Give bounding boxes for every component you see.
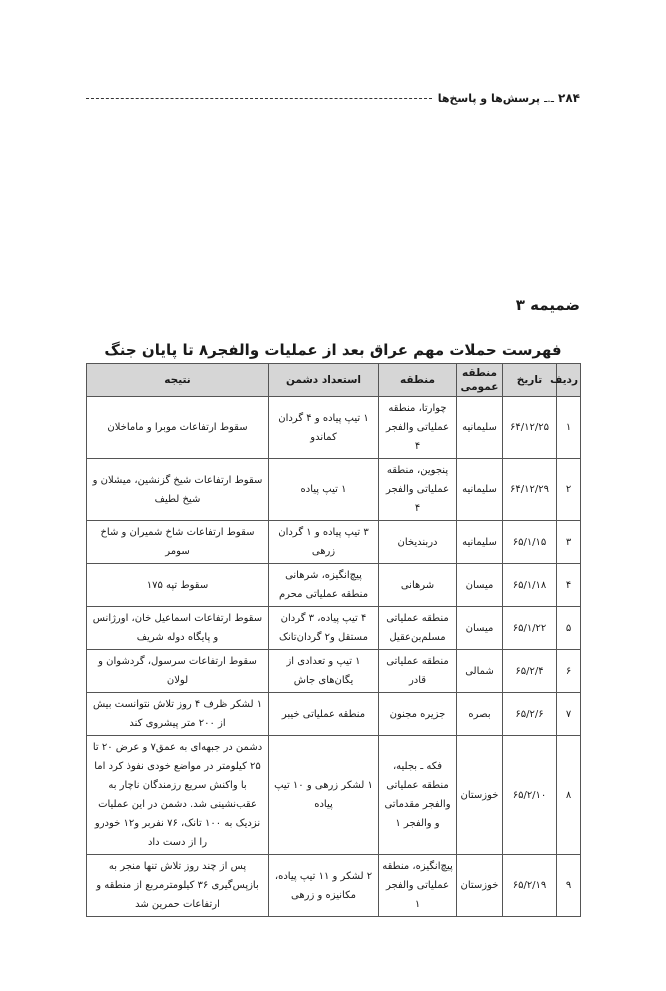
- row-region: شمالی: [457, 650, 503, 693]
- row-area: دربندیخان: [379, 521, 457, 564]
- table-row: [87, 855, 581, 917]
- table-header-row: [87, 364, 581, 397]
- row-result: سقوط ارتفاعات اسماعیل خان، اورژانس و پایگاه دوله شریف: [87, 607, 269, 650]
- row-index: ۳: [557, 521, 581, 564]
- row-index: ۸: [557, 736, 581, 855]
- table-row: [87, 521, 581, 564]
- row-index: ۲: [557, 459, 581, 521]
- row-area: شرهانی: [379, 564, 457, 607]
- row-region: بصره: [457, 693, 503, 736]
- row-enemy: ۱ تیپ و تعدادی از یگان‌های جاش: [269, 650, 379, 693]
- row-area: فکه ـ بجلیه، منطقه عملیاتی والفجر مقدماتی و والفجر ۱: [379, 736, 457, 855]
- row-area: جزیره مجنون: [379, 693, 457, 736]
- row-date: ۶۵/۱/۱۵: [503, 521, 557, 564]
- row-date: ۶۵/۲/۱۹: [503, 855, 557, 917]
- book-title: پرسش‌ها و پاسخ‌ها: [437, 91, 541, 105]
- row-index: ۴: [557, 564, 581, 607]
- table-row: [87, 693, 581, 736]
- row-result: سقوط ارتفاعات موبرا و ماماخلان: [87, 397, 269, 459]
- row-enemy: ۱ تیپ پیاده: [269, 459, 379, 521]
- table-row: [87, 650, 581, 693]
- row-date: ۶۵/۱/۲۲: [503, 607, 557, 650]
- header-region: منطقه عمومی: [457, 364, 503, 397]
- row-result: سقوط ارتفاعات شیخ گزنشین، میشلان و شیخ لطیف: [87, 459, 269, 521]
- row-date: ۶۵/۲/۶: [503, 693, 557, 736]
- row-area: چوارتا، منطقه عملیاتی والفجر ۴: [379, 397, 457, 459]
- page-number: ۲۸۴: [558, 91, 580, 105]
- table-row: [87, 459, 581, 521]
- row-area: پیچ‌انگیزه، منطقه عملیاتی والفجر ۱: [379, 855, 457, 917]
- row-enemy: پیچ‌انگیزه، شرهانی منطقه عملیاتی محرم: [269, 564, 379, 607]
- row-result: پس از چند روز تلاش تنها منجر به بازپس‌گیری ۳۶ کیلومترمربع از منطقه و ارتفاعات حمرین شد: [87, 855, 269, 917]
- row-region: میسان: [457, 564, 503, 607]
- running-header: [86, 88, 580, 108]
- header-date: تاریخ: [503, 364, 557, 397]
- row-area: منطقه عملیاتی قادر: [379, 650, 457, 693]
- row-result: سقوط تپه ۱۷۵: [87, 564, 269, 607]
- appendix-title: ضمیمه ۳: [515, 296, 580, 314]
- row-area: منطقه عملیاتی مسلم‌بن‌عقیل: [379, 607, 457, 650]
- header-rule: [86, 98, 432, 99]
- row-date: ۶۴/۱۲/۲۹: [503, 459, 557, 521]
- row-date: ۶۴/۱۲/۲۵: [503, 397, 557, 459]
- header-enemy: استعداد دشمن: [269, 364, 379, 397]
- row-index: ۹: [557, 855, 581, 917]
- table-row: [87, 397, 581, 459]
- header-index: ردیف: [557, 364, 581, 397]
- row-enemy: ۱ لشکر زرهی و ۱۰ تیپ پیاده: [269, 736, 379, 855]
- row-result: سقوط ارتفاعات سرسول، گردشوان و لولان: [87, 650, 269, 693]
- row-index: ۷: [557, 693, 581, 736]
- row-result: ۱ لشکر ظرف ۴ روز تلاش نتوانست بیش از ۲۰۰ متر پیشروی کند: [87, 693, 269, 736]
- row-result: سقوط ارتفاعات شاخ شمیران و شاخ سومر: [87, 521, 269, 564]
- row-enemy: ۳ تیپ پیاده و ۱ گردان زرهی: [269, 521, 379, 564]
- attacks-table: [86, 363, 581, 917]
- table-row: [87, 607, 581, 650]
- row-enemy: ۲ لشکر و ۱۱ تیپ پیاده، مکانیزه و زرهی: [269, 855, 379, 917]
- row-enemy: منطقه عملیاتی خیبر: [269, 693, 379, 736]
- row-region: سلیمانیه: [457, 459, 503, 521]
- row-region: خوزستان: [457, 736, 503, 855]
- row-region: سلیمانیه: [457, 397, 503, 459]
- table-caption: فهرست حملات مهم عراق بعد از عملیات والفجر۸ تا پایان جنگ: [104, 341, 562, 359]
- row-date: ۶۵/۱/۱۸: [503, 564, 557, 607]
- row-index: ۵: [557, 607, 581, 650]
- row-region: خوزستان: [457, 855, 503, 917]
- row-area: پنجوین، منطقه عملیاتی والفجر ۴: [379, 459, 457, 521]
- row-region: میسان: [457, 607, 503, 650]
- row-date: ۶۵/۲/۴: [503, 650, 557, 693]
- table-row: [87, 564, 581, 607]
- row-index: ۱: [557, 397, 581, 459]
- header-separator: ـ.ـ: [544, 91, 555, 105]
- header-area: منطقه: [379, 364, 457, 397]
- header-result: نتیجه: [87, 364, 269, 397]
- row-index: ۶: [557, 650, 581, 693]
- row-enemy: ۱ تیپ پیاده و ۴ گردان کماندو: [269, 397, 379, 459]
- row-enemy: ۴ تیپ پیاده، ۳ گردان مستقل و۲ گردان‌تانک: [269, 607, 379, 650]
- table-row: [87, 736, 581, 855]
- row-result: دشمن در جبهه‌ای به عمق۷ و عرض ۲۰ تا ۲۵ کیلومتر در مواضع خودی نفوذ کرد اما با واکنش سریع رزمندگان ناچار به عقب‌نشینی شد. دشمن در این عملیات نزدیک به ۱۰۰ تانک، ۷۶ نفربر و۱۲ خودرو را از دست داد: [87, 736, 269, 855]
- row-date: ۶۵/۲/۱۰: [503, 736, 557, 855]
- row-region: سلیمانیه: [457, 521, 503, 564]
